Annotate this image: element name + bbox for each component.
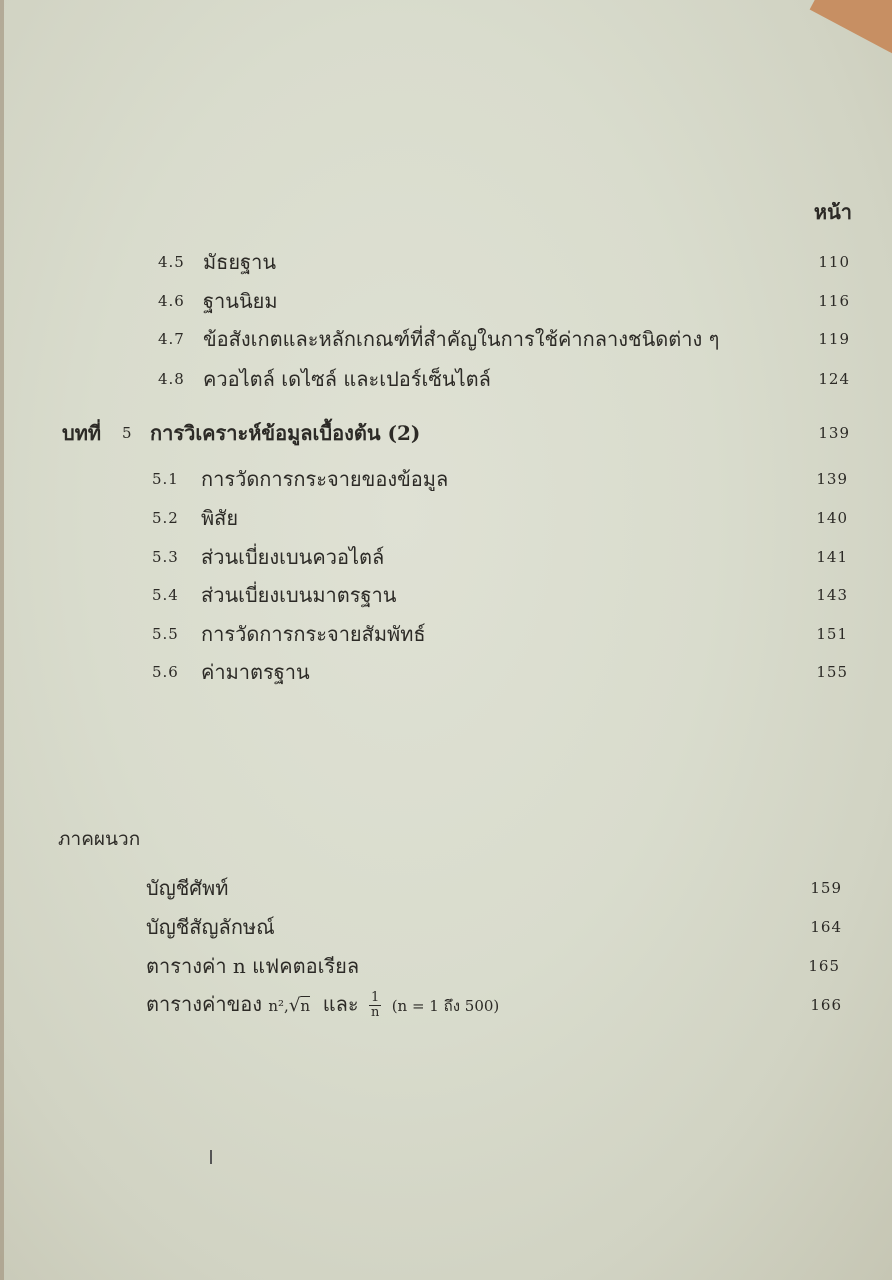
toc-title: ค่ามาตรฐาน [201, 660, 310, 684]
toc-title: ส่วนเบี่ยงเบนควอไตล์ [201, 545, 385, 569]
appendix-title [146, 987, 499, 1023]
chapter-label: บทที่ [62, 421, 102, 445]
torn-corner [810, 0, 892, 61]
toc-page: 140 [816, 509, 848, 527]
toc-title: ฐานนิยม [203, 289, 278, 313]
toc-number: 5.3 [152, 548, 179, 566]
toc-page: 139 [816, 470, 848, 488]
toc-page: 139 [818, 424, 850, 442]
toc-title: การวัดการกระจายของข้อมูล [201, 467, 449, 491]
toc-row-5-6 [0, 655, 892, 689]
toc-page: 116 [818, 292, 850, 310]
toc-title: การวัดการกระจายสัมพัทธ์ [201, 622, 426, 646]
toc-number: 5.5 [152, 625, 179, 643]
fraction-numerator: 1 [369, 991, 381, 1006]
toc-page: 165 [808, 957, 840, 975]
appendix-row [0, 910, 892, 944]
toc-page: 166 [810, 996, 842, 1014]
toc-title: ข้อสังเกตและหลักเกณฑ์ที่สำคัญในการใช้ค่ากลางชนิดต่าง ๆ [203, 327, 720, 351]
toc-chapter-5 [0, 416, 892, 450]
toc-number: 4.5 [158, 253, 185, 271]
appendix-label: ภาคผนวก [58, 828, 141, 850]
stray-mark [210, 1150, 212, 1164]
toc-row-5-5 [0, 617, 892, 651]
toc-number: 5.2 [152, 509, 179, 527]
toc-row-5-3 [0, 540, 892, 574]
appendix-row [0, 871, 892, 905]
toc-page: 164 [810, 918, 842, 936]
toc-page: 110 [818, 253, 850, 271]
toc-title: พิสัย [201, 506, 239, 530]
toc-number: 5.1 [152, 470, 179, 488]
page-column-header: หน้า [813, 200, 852, 224]
toc-row-5-4 [0, 578, 892, 612]
fraction [369, 991, 381, 1020]
appendix-title: ตารางค่า n แฟคตอเรียล [146, 954, 360, 978]
toc-number: 5.6 [152, 663, 179, 681]
and-word: และ [322, 992, 359, 1016]
toc-page: 124 [818, 370, 850, 388]
toc-page: 159 [810, 879, 842, 897]
toc-page: 119 [818, 330, 850, 348]
toc-page: 141 [816, 548, 848, 566]
toc-title: ส่วนเบี่ยงเบนมาตรฐาน [201, 583, 397, 607]
toc-row-5-2 [0, 501, 892, 535]
appendix-row-formula [0, 987, 892, 1023]
toc-title: ควอไตล์ เดไซล์ และเปอร์เซ็นไตล์ [203, 367, 491, 391]
fraction-denominator: n [370, 1005, 380, 1020]
toc-number: 4.8 [158, 370, 185, 388]
toc-number: 5.4 [152, 586, 179, 604]
toc-row-4-6 [0, 284, 892, 318]
toc-row-4-5 [0, 245, 892, 279]
chapter-number: 5 [122, 424, 133, 442]
toc-number: 4.6 [158, 292, 185, 310]
n-squared: n², [268, 997, 289, 1015]
appendix-row [0, 949, 892, 983]
square-root-icon: √ [288, 995, 301, 1016]
appendix-title: บัญชีสัญลักษณ์ [146, 915, 275, 939]
appendix-title: บัญชีศัพท์ [146, 876, 229, 900]
toc-number: 4.7 [158, 330, 185, 348]
sqrt-argument: n [300, 997, 310, 1015]
toc-row-5-1 [0, 462, 892, 496]
toc-title: มัธยฐาน [203, 250, 277, 274]
toc-row-4-7 [0, 322, 892, 356]
toc-row-4-8 [0, 362, 892, 396]
toc-page: 155 [816, 663, 848, 681]
toc-page: 151 [816, 625, 848, 643]
toc-page: 143 [816, 586, 848, 604]
formula-prefix: ตารางค่าของ [146, 992, 263, 1016]
range-text: (n = 1 ถึง 500) [391, 997, 500, 1015]
chapter-title: การวิเคราะห์ข้อมูลเบื้องต้น (2) [150, 421, 421, 445]
